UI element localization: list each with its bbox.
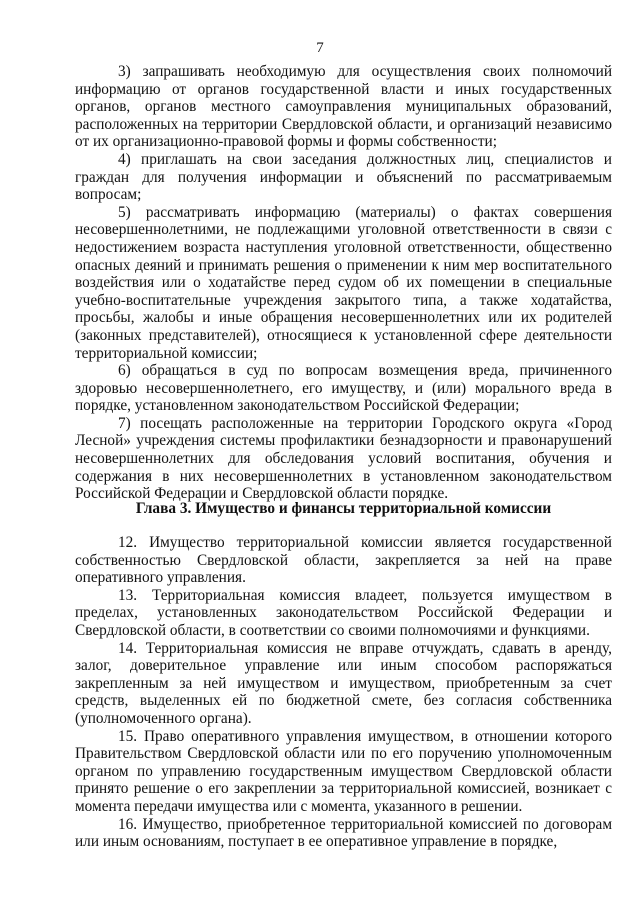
chapter-3-body (75, 534, 612, 851)
chapter-heading: Глава 3. Имущество и финансы территориальной комиссии (135, 500, 552, 517)
paragraph-item-3: 3) запрашивать необходимую для осуществления своих полномочий информацию от органов государственной власти и иных государственных органов, органов местного самоуправления муниципальных образований, расположенных на территории Свердловской области, и организаций независимо от их организационно-правовой формы и формы собственности; (75, 63, 612, 151)
powers-list (75, 63, 612, 503)
paragraph-item-6: 6) обращаться в суд по вопросам возмещения вреда, причиненного здоровью несовершеннолетнего, его имуществу, и (или) морального вреда в порядке, установленном законодательством Российской Федерации; (75, 362, 612, 415)
clause-15: 15. Право оперативного управления имуществом, в отношении которого Правительством Свердловской области или по его поручению уполномоченным органом по управлению государственным имуществом Свердловской области принято решение о его закреплении за территориальной комиссией, возникает с момента передачи имущества или с момента, указанного в решении. (75, 727, 612, 815)
clause-16: 16. Имущество, приобретенное территориальной комиссией по договорам или иным основаниям, поступает в ее оперативное управление в порядке, (75, 815, 612, 851)
paragraph-item-7: 7) посещать расположенные на территории Городского округа «Город Лесной» учреждения системы профилактики безнадзорности и правонарушений несовершеннолетних для обследования условий воспитания, обучения и содержания в них несовершеннолетних в установленном законодательством Российской Федерации и Свердловской области порядке. (75, 414, 612, 503)
clause-13: 13. Территориальная комиссия владеет, пользуется имуществом в пределах, установленных законодательством Российской Федерации и Свердловской области, в соответствии со своими полномочиями и функциями. (75, 586, 612, 639)
paragraph-item-4: 4) приглашать на свои заседания должностных лиц, специалистов и граждан для получения информации и объяснений по рассматриваемым вопросам; (75, 150, 612, 204)
clause-12: 12. Имущество территориальной комиссии является государственной собственностью Свердловской области, закрепляется за ней на праве оперативного управления. (75, 534, 612, 587)
clause-14: 14. Территориальная комиссия не вправе отчуждать, сдавать в аренду, залог, доверительное управление или иным способом распоряжаться закрепленным за ней имуществом и имуществом, приобретенным за счет средств, выделенных ей по бюджетной смете, без согласия собственника (уполномоченного органа). (75, 639, 612, 727)
page-number: 7 (316, 40, 324, 56)
paragraph-item-5: 5) рассматривать информацию (материалы) о фактах совершения несовершеннолетними, не подлежащими уголовной ответственности в связи с недостижением возраста наступления уголовной ответственности, общественно опасных деяний и принимать решения о применении к ним мер воспитательного воздействия или о ходатайстве перед судом об их помещении в специальные учебно-воспитательные учреждения закрытого типа, а также ходатайства, просьбы, жалобы и иные обращения несовершеннолетних или их родителей (законных представителей), относящиеся к установленной сфере деятельности территориальной комиссии; (75, 203, 612, 362)
